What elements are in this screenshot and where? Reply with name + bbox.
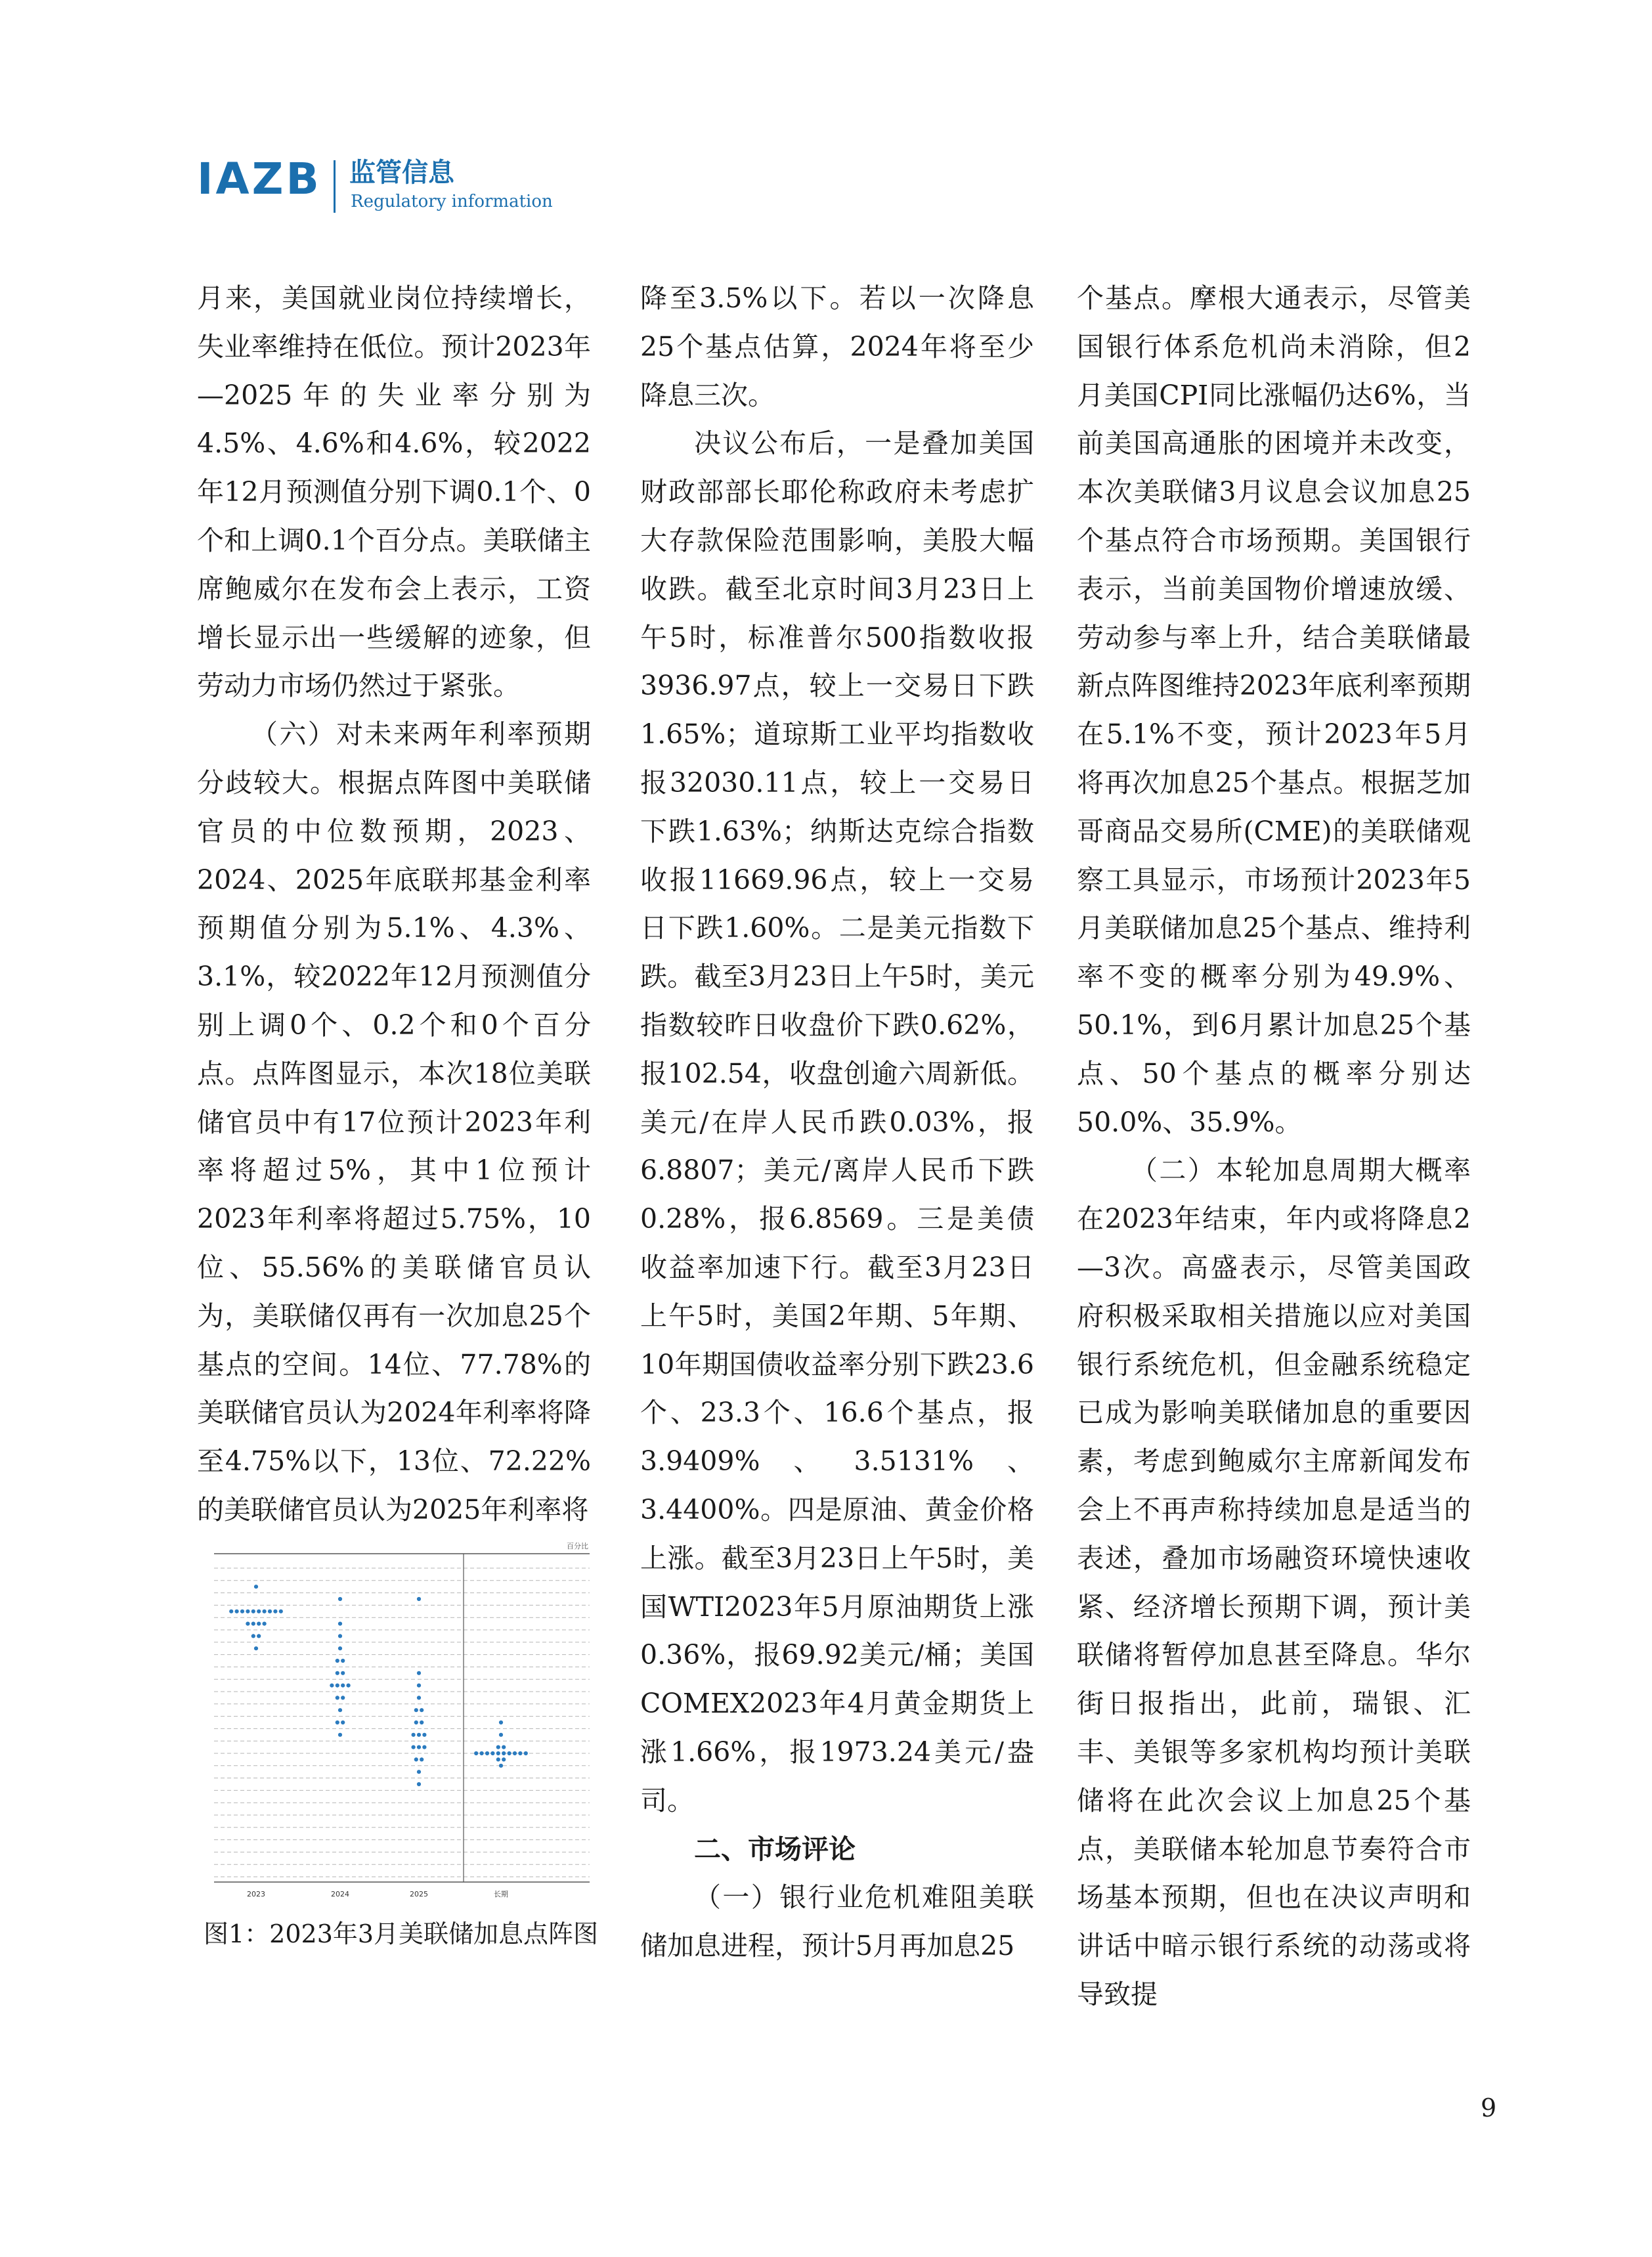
dot-point bbox=[412, 1733, 416, 1737]
paragraph: （六）对未来两年利率预期分歧较大。根据点阵图中美联储官员的中位数预期，2023、2024、2025年底联邦基金利率预期值分别为5.1%、4.3%、3.1%，较2022年12月预测值分别上调0个、0.2个和0个百分点。点阵图显示，本次18位美联储官员中有17位预计2023年利率将超过5%，其中1位预计2023年利率将超过5.75%，10位、55.56%的美联储官员认为，美联储仅再有一次加息25个基点的空间。14位、77.78%的美联储官员认为2024年利率将降至4.75%以下，13位、72.22%的美联储官员认为2025年利率将 bbox=[197, 718, 591, 1525]
dot-point bbox=[251, 1634, 255, 1638]
dot-point bbox=[341, 1671, 345, 1675]
dot-point bbox=[480, 1751, 484, 1755]
iazb-logo: IAZB bbox=[197, 154, 322, 204]
dot-point bbox=[499, 1720, 503, 1724]
x-tick-label: 长期 bbox=[494, 1890, 508, 1898]
dot-point bbox=[341, 1659, 345, 1663]
dot-point bbox=[254, 1646, 258, 1650]
section-heading: 二、市场评论 bbox=[694, 1833, 856, 1865]
text-column-3 bbox=[1077, 274, 1471, 2019]
header-divider bbox=[334, 160, 336, 213]
dot-point bbox=[246, 1610, 250, 1613]
dot-point bbox=[330, 1684, 334, 1688]
dot-plot-chart bbox=[202, 1542, 596, 1910]
dot-point bbox=[336, 1671, 339, 1675]
dot-point bbox=[417, 1733, 421, 1737]
section-title: 监管信息 bbox=[349, 158, 454, 188]
dot-point bbox=[240, 1610, 244, 1613]
page-number: 9 bbox=[1481, 2093, 1497, 2122]
dot-point bbox=[513, 1751, 517, 1755]
dot-point bbox=[496, 1745, 500, 1749]
dot-point bbox=[341, 1720, 345, 1724]
dot-point bbox=[508, 1751, 511, 1755]
dot-point bbox=[246, 1622, 250, 1626]
dot-point bbox=[263, 1622, 267, 1626]
dot-point bbox=[279, 1610, 283, 1613]
dot-point bbox=[417, 1671, 421, 1675]
dot-point bbox=[490, 1751, 494, 1755]
dot-point bbox=[414, 1720, 418, 1724]
dot-point bbox=[422, 1745, 426, 1749]
dot-point bbox=[420, 1720, 424, 1724]
dot-point bbox=[273, 1610, 277, 1613]
dot-point bbox=[254, 1585, 258, 1589]
text-column-2 bbox=[640, 274, 1034, 1971]
dot-point bbox=[499, 1733, 503, 1737]
dot-plot-figure bbox=[202, 1542, 596, 1910]
dot-point bbox=[499, 1764, 503, 1768]
dot-point bbox=[235, 1610, 239, 1613]
paragraph: （二）本轮加息周期大概率在2023年结束，年内或将降息2—3次。高盛表示，尽管美国政府积极采取相关措施以应对美国银行系统危机，但金融系统稳定已成为影响美联储加息的重要因素，考虑到鲍威尔主席新闻发布会上不再声称持续加息是适当的表述，叠加市场融资环境快速收紧、经济增长预期下调，预计美联储将暂停加息甚至降息。华尔街日报指出，此前，瑞银、汇丰、美银等多家机构均预计美联储将在此次会议上加息25个基点，美联储本轮加息节奏符合市场基本预期，但也在决议声明和讲话中暗示银行系统的动荡或将导致提 bbox=[1077, 1154, 1471, 2010]
dot-point bbox=[417, 1770, 421, 1774]
dot-point bbox=[502, 1745, 506, 1749]
paragraph: 个基点。摩根大通表示，尽管美国银行体系危机尚未消除，但2月美国CPI同比涨幅仍达6%，当前美国高通胀的困境并未改变，本次美联储3月议息会议加息25个基点符合市场预期。美国银行表示，当前美国物价增速放缓、劳动参与率上升，结合美联储最新点阵图维持2023年底利率预期在5.1%不变，预计2023年5月将再次加息25个基点。根据芝加哥商品交易所(CME)的美联储观察工具显示，市场预计2023年5月美联储加息25个基点、维持利率不变的概率分别为49.9%、50.1%，到6月累计加息25个基点、50个基点的概率分别达50.0%、35.9%。 bbox=[1077, 282, 1471, 1138]
dot-point bbox=[417, 1684, 421, 1688]
dot-point bbox=[338, 1622, 342, 1626]
paragraph: （一）银行业危机难阻美联储加息进程，预计5月再加息25 bbox=[640, 1881, 1034, 1962]
dot-point bbox=[263, 1610, 267, 1613]
dot-point bbox=[417, 1782, 421, 1786]
section-subtitle: Regulatory information bbox=[351, 192, 553, 211]
text-column-1 bbox=[197, 274, 591, 1535]
figure-caption: 图1：2023年3月美联储加息点阵图 bbox=[204, 1919, 599, 1948]
dot-point bbox=[412, 1745, 416, 1749]
dot-point bbox=[417, 1597, 421, 1601]
dot-point bbox=[336, 1696, 339, 1699]
dot-point bbox=[414, 1757, 418, 1761]
paragraph: 决议公布后，一是叠加美国财政部部长耶伦称政府未考虑扩大存款保险范围影响，美股大幅收跌。截至北京时间3月23日上午5时，标准普尔500指数收报3936.97点，较上一交易日下跌1.65%；道琼斯工业平均指数收报32030.11点，较上一交易日下跌1.63%；纳斯达克综合指数收报11669.96点，较上一交易日下跌1.60%。二是美元指数下跌。截至3月23日上午5时，美元指数较昨日收盘价下跌0.62%，报102.54，收盘创逾六周新低。美元/在岸人民币跌0.03%，报6.8807；美元/离岸人民币下跌0.28%，报6.8569。三是美债收益率加速下行。截至3月23日上午5时，美国2年期、5年期、10年期国债收益率分别下跌23.6个、23.3个、16.6个基点，报3.9409%、3.5131%、3.4400%。四是原油、黄金价格上涨。截至3月23日上午5时，美国WTI2023年5月原油期货上涨0.36%，报69.92美元/桶；美国COMEX2023年4月黄金期货上涨1.66%，报1973.24美元/盎司。 bbox=[640, 427, 1034, 1816]
dot-point bbox=[338, 1708, 342, 1712]
dot-point bbox=[229, 1610, 233, 1613]
paragraph: 月来，美国就业岗位持续增长，失业率维持在低位。预计2023年—2025年的失业率分别为4.5%、4.6%和4.6%，较2022年12月预测值分别下调0.1个、0个和上调0.1个百分点。美联储主席鲍威尔在发布会上表示，工资增长显示出一些缓解的迹象，但劳动力市场仍然过于紧张。 bbox=[197, 282, 591, 702]
dot-point bbox=[336, 1684, 339, 1688]
dot-point bbox=[257, 1622, 261, 1626]
dot-point bbox=[268, 1610, 272, 1613]
dot-point bbox=[496, 1757, 500, 1761]
dot-point bbox=[257, 1610, 261, 1613]
dot-point bbox=[336, 1720, 339, 1724]
dot-point bbox=[485, 1751, 489, 1755]
dot-point bbox=[251, 1610, 255, 1613]
dot-point bbox=[420, 1757, 424, 1761]
corner-label: 百分比 bbox=[567, 1542, 588, 1550]
dot-point bbox=[341, 1696, 345, 1699]
dot-point bbox=[524, 1751, 528, 1755]
dot-point bbox=[417, 1696, 421, 1699]
dot-point bbox=[257, 1634, 261, 1638]
x-tick-label: 2025 bbox=[410, 1890, 428, 1898]
page-header bbox=[197, 151, 591, 223]
dot-point bbox=[502, 1757, 506, 1761]
x-tick-label: 2023 bbox=[247, 1890, 265, 1898]
paragraph: 降至3.5%以下。若以一次降息25个基点估算，2024年将至少降息三次。 bbox=[640, 282, 1034, 411]
dot-point bbox=[502, 1751, 506, 1755]
dot-point bbox=[422, 1733, 426, 1737]
dot-point bbox=[338, 1597, 342, 1601]
dot-point bbox=[417, 1745, 421, 1749]
dot-point bbox=[336, 1659, 339, 1663]
dot-point bbox=[251, 1622, 255, 1626]
dot-point bbox=[414, 1708, 418, 1712]
dot-point bbox=[474, 1751, 478, 1755]
x-tick-label: 2024 bbox=[331, 1890, 349, 1898]
dot-point bbox=[338, 1634, 342, 1638]
dot-point bbox=[496, 1751, 500, 1755]
dot-point bbox=[341, 1684, 345, 1688]
dot-point bbox=[518, 1751, 522, 1755]
dot-point bbox=[338, 1646, 342, 1650]
dot-point bbox=[338, 1733, 342, 1737]
dot-point bbox=[420, 1708, 424, 1712]
dot-point bbox=[347, 1684, 351, 1688]
